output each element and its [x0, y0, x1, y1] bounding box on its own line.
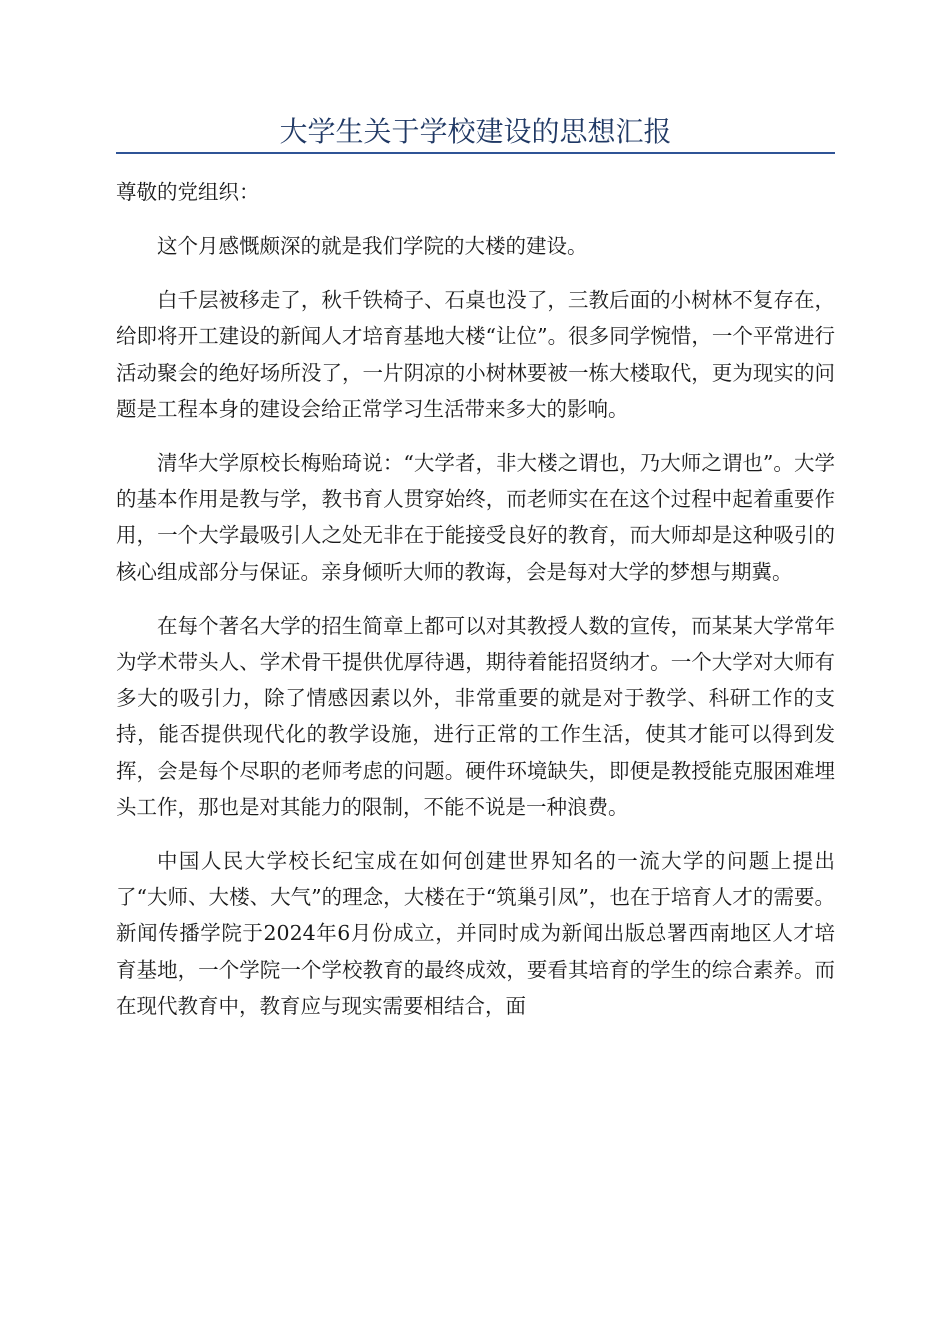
paragraph-1: 这个月感慨颇深的就是我们学院的大楼的建设。	[157, 234, 588, 258]
document-page	[116, 112, 835, 1024]
title-underline	[116, 152, 835, 154]
paragraph-5: 中国人民大学校长纪宝成在如何创建世界知名的一流大学的问题上提出了“大师、大楼、大气”的理念，大楼在于“筑巢引凤”，也在于培育人才的需要。新闻传播学院于2024年6月份成立，并同时成为新闻出版总署西南地区人才培育基地，一个学院一个学校教育的最终成效，要看其培育的学生的综合素养。而在现代教育中，教育应与现实需要相结合，面	[116, 849, 835, 1018]
document-title: 大学生关于学校建设的思想汇报	[279, 115, 672, 148]
paragraph-3: 清华大学原校长梅贻琦说：“大学者，非大楼之谓也，乃大师之谓也”。大学的基本作用是教与学，教书育人贯穿始终，而老师实在在这个过程中起着重要作用，一个大学最吸引人之处无非在于能接受良好的教育，而大师却是这种吸引的核心组成部分与保证。亲身倾听大师的教诲，会是每对大学的梦想与期冀。	[116, 451, 835, 584]
salutation: 尊敬的党组织：	[116, 180, 260, 204]
paragraph-4: 在每个著名大学的招生简章上都可以对其教授人数的宣传，而某某大学常年为学术带头人、学术骨干提供优厚待遇，期待着能招贤纳才。一个大学对大师有多大的吸引力，除了情感因素以外，非常重要的就是对于教学、科研工作的支持，能否提供现代化的教学设施，进行正常的工作生活，使其才能可以得到发挥，会是每个尽职的老师考虑的问题。硬件环境缺失，即便是教授能克服困难埋头工作，那也是对其能力的限制，不能不说是一种浪费。	[116, 613, 835, 819]
paragraph-2: 白千层被移走了，秋千铁椅子、石桌也没了，三教后面的小树林不复存在，给即将开工建设的新闻人才培育基地大楼“让位”。很多同学惋惜，一个平常进行活动聚会的绝好场所没了，一片阴凉的小树林要被一栋大楼取代，更为现实的问题是工程本身的建设会给正常学习生活带来多大的影响。	[116, 288, 835, 421]
